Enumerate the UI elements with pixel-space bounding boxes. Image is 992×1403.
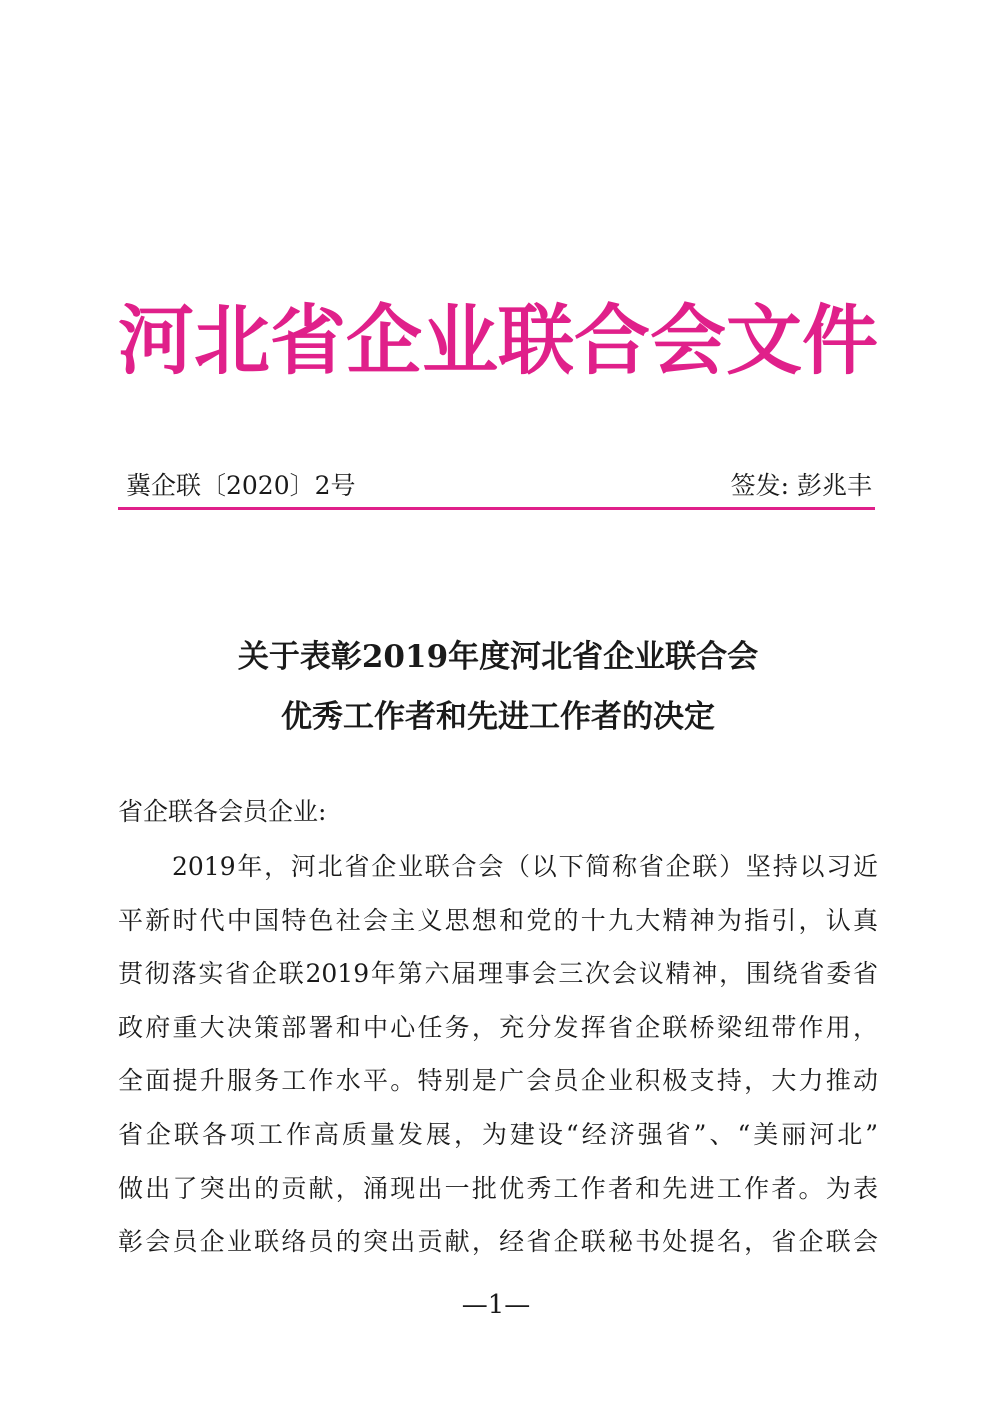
header-divider [118,507,875,510]
body-line: 贯彻落实省企联2019年第六届理事会三次会议精神，围绕省委省 [118,959,878,989]
document-title-line-2: 优秀工作者和先进工作者的决定 [281,699,715,735]
document-number: 冀企联〔2020〕2号 [126,471,356,500]
body-line: 政府重大决策部署和中心任务，充分发挥省企联桥梁纽带作用， [118,1012,878,1042]
document-title [118,627,878,747]
signer: 签发: 彭兆丰 [730,471,872,500]
document-title-line-1: 关于表彰2019年度河北省企业联合会 [237,639,759,675]
page-number: —1— [461,1290,531,1320]
masthead-title: 河北省企业联合会文件 [118,296,878,385]
body-line: 平新时代中国特色社会主义思想和党的十九大精神为指引，认真 [118,905,878,935]
body-line: 全面提升服务工作水平。特别是广会员企业积极支持，大力推动 [118,1066,878,1096]
body-line: 彰会员企业联络员的突出贡献，经省企联秘书处提名，省企联会 [118,1227,878,1257]
body-line: 省企联各项工作高质量发展，为建设“经济强省”、“美丽河北” [118,1119,878,1149]
body-line: 2019年，河北省企业联合会（以下简称省企联）坚持以习近 [172,852,878,881]
body-line: 做出了突出的贡献，涌现出一批优秀工作者和先进工作者。为表 [118,1173,878,1203]
salutation: 省企联各会员企业: [118,797,327,826]
body-text [118,840,878,1269]
